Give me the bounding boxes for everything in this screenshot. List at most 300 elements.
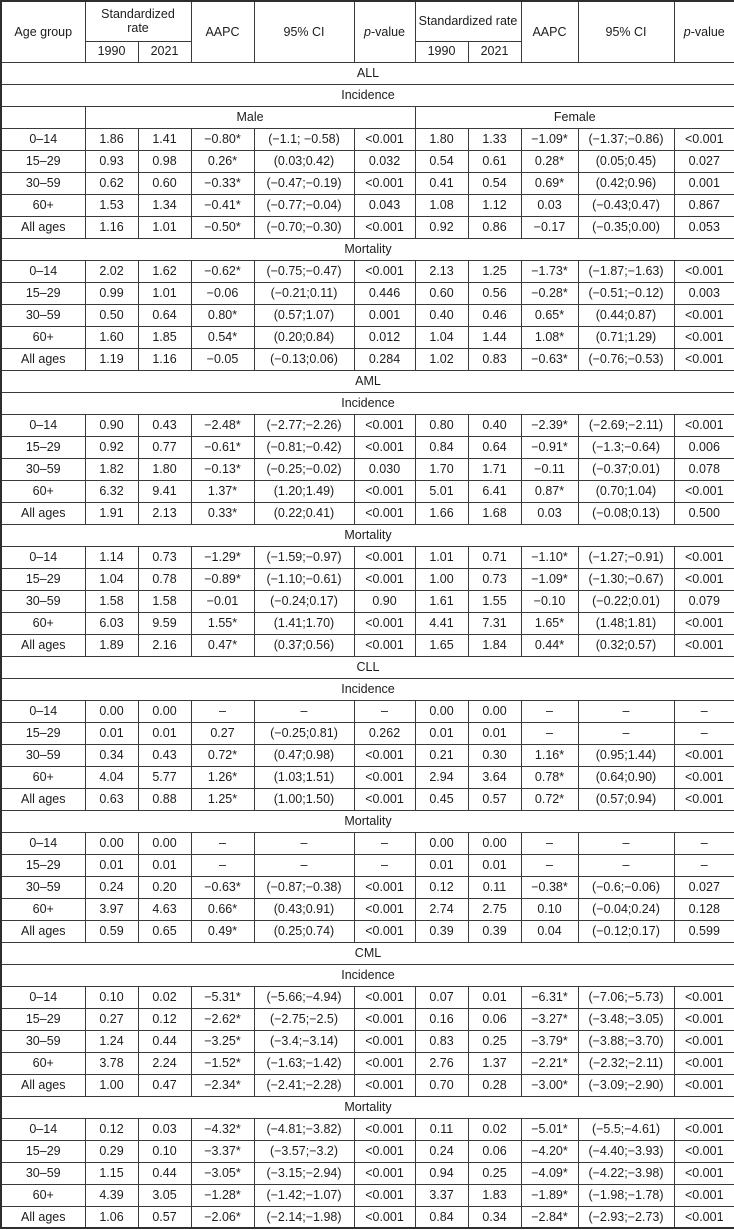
female-p-value-cell: 0.078: [674, 458, 734, 480]
female-rate-2021-cell: 1.84: [468, 634, 521, 656]
male-ci-cell: (−3.4;−3.14): [254, 1030, 354, 1052]
male-rate-2021-cell: 0.00: [138, 832, 191, 854]
female-rate-1990-cell: 0.84: [415, 1206, 468, 1228]
female-aapc-cell: −0.38*: [521, 876, 578, 898]
male-aapc-cell: −1.29*: [191, 546, 254, 568]
female-aapc-cell: −2.84*: [521, 1206, 578, 1228]
male-p-value-cell: 0.284: [354, 348, 415, 370]
male-p-value-cell: <0.001: [354, 986, 415, 1008]
male-rate-1990-cell: 0.62: [85, 172, 138, 194]
female-ci-cell: (−2.32;−2.11): [578, 1052, 674, 1074]
male-p-value-cell: <0.001: [354, 634, 415, 656]
male-rate-2021-cell: 0.77: [138, 436, 191, 458]
female-rate-2021-cell: 1.83: [468, 1184, 521, 1206]
male-rate-2021-cell: 0.98: [138, 150, 191, 172]
male-p-value-cell: 0.262: [354, 722, 415, 744]
age-group-header: Age group: [1, 1, 85, 62]
male-aapc-cell: −0.13*: [191, 458, 254, 480]
year-2021-header-male: 2021: [138, 41, 191, 62]
female-p-value-cell: 0.001: [674, 172, 734, 194]
female-p-value-cell: 0.027: [674, 150, 734, 172]
table-row: [1, 436, 734, 458]
male-rate-1990-cell: 1.86: [85, 128, 138, 150]
female-aapc-cell: –: [521, 854, 578, 876]
section-title-row: [1, 370, 734, 392]
female-ci-cell: (−0.51;−0.12): [578, 282, 674, 304]
incidence-label-row: [1, 84, 734, 106]
male-aapc-cell: −3.05*: [191, 1162, 254, 1184]
p-value-header-male: [354, 1, 415, 62]
male-p-value-cell: <0.001: [354, 1206, 415, 1228]
male-ci-cell: (1.41;1.70): [254, 612, 354, 634]
mortality-label-row: [1, 524, 734, 546]
section-title: CML: [1, 942, 734, 964]
age-cell: 15–29: [1, 854, 85, 876]
male-rate-1990-cell: 3.97: [85, 898, 138, 920]
male-aapc-cell: −0.50*: [191, 216, 254, 238]
age-cell: 15–29: [1, 1008, 85, 1030]
age-cell: 30–59: [1, 876, 85, 898]
table-row: [1, 282, 734, 304]
male-rate-1990-cell: 1.15: [85, 1162, 138, 1184]
male-aapc-cell: −0.63*: [191, 876, 254, 898]
female-rate-1990-cell: 0.07: [415, 986, 468, 1008]
female-ci-cell: (−1.87;−1.63): [578, 260, 674, 282]
female-ci-cell: (−0.12;0.17): [578, 920, 674, 942]
female-rate-2021-cell: 0.57: [468, 788, 521, 810]
section-title-row: [1, 656, 734, 678]
age-cell: 0–14: [1, 832, 85, 854]
male-ci-cell: (−0.47;−0.19): [254, 172, 354, 194]
section-title: ALL: [1, 62, 734, 84]
male-aapc-cell: −0.33*: [191, 172, 254, 194]
female-rate-2021-cell: 6.41: [468, 480, 521, 502]
male-ci-cell: –: [254, 854, 354, 876]
female-ci-cell: (0.42;0.96): [578, 172, 674, 194]
male-aapc-cell: –: [191, 854, 254, 876]
female-ci-cell: (−4.40;−3.93): [578, 1140, 674, 1162]
male-rate-2021-cell: 5.77: [138, 766, 191, 788]
female-p-value-cell: –: [674, 700, 734, 722]
female-p-value-cell: <0.001: [674, 1052, 734, 1074]
male-rate-2021-cell: 2.13: [138, 502, 191, 524]
male-aapc-cell: −2.06*: [191, 1206, 254, 1228]
male-aapc-cell: 1.25*: [191, 788, 254, 810]
male-p-value-cell: 0.043: [354, 194, 415, 216]
age-cell: 0–14: [1, 414, 85, 436]
male-ci-cell: (−0.24;0.17): [254, 590, 354, 612]
female-ci-cell: (−0.35;0.00): [578, 216, 674, 238]
male-rate-2021-cell: 0.44: [138, 1162, 191, 1184]
male-p-value-cell: <0.001: [354, 788, 415, 810]
female-rate-1990-cell: 1.01: [415, 546, 468, 568]
female-aapc-cell: −4.20*: [521, 1140, 578, 1162]
female-p-value-cell: <0.001: [674, 568, 734, 590]
male-ci-cell: (0.47;0.98): [254, 744, 354, 766]
male-rate-2021-cell: 1.01: [138, 216, 191, 238]
female-aapc-cell: −3.00*: [521, 1074, 578, 1096]
female-ci-cell: (−0.04;0.24): [578, 898, 674, 920]
table-body: [1, 62, 734, 1228]
female-rate-1990-cell: 0.39: [415, 920, 468, 942]
male-rate-1990-cell: 6.03: [85, 612, 138, 634]
male-rate-1990-cell: 0.00: [85, 700, 138, 722]
female-rate-2021-cell: 0.06: [468, 1140, 521, 1162]
male-rate-1990-cell: 1.58: [85, 590, 138, 612]
male-p-value-cell: <0.001: [354, 568, 415, 590]
age-cell: 60+: [1, 766, 85, 788]
male-rate-2021-cell: 0.01: [138, 854, 191, 876]
female-rate-1990-cell: 0.01: [415, 854, 468, 876]
mortality-label: Mortality: [1, 524, 734, 546]
male-ci-cell: (−0.25;0.81): [254, 722, 354, 744]
male-ci-cell: (−2.14;−1.98): [254, 1206, 354, 1228]
incidence-label: Incidence: [1, 392, 734, 414]
male-rate-1990-cell: 3.78: [85, 1052, 138, 1074]
table-row: [1, 722, 734, 744]
table-row: [1, 1162, 734, 1184]
table-row: [1, 612, 734, 634]
male-rate-1990-cell: 0.27: [85, 1008, 138, 1030]
female-ci-cell: (−3.48;−3.05): [578, 1008, 674, 1030]
female-aapc-cell: −1.09*: [521, 568, 578, 590]
male-p-value-cell: <0.001: [354, 920, 415, 942]
table-row: [1, 194, 734, 216]
female-rate-2021-cell: 1.71: [468, 458, 521, 480]
male-aapc-cell: 1.55*: [191, 612, 254, 634]
female-p-value-cell: 0.003: [674, 282, 734, 304]
table-row: [1, 260, 734, 282]
incidence-label: Incidence: [1, 84, 734, 106]
male-rate-1990-cell: 1.16: [85, 216, 138, 238]
female-aapc-cell: −1.89*: [521, 1184, 578, 1206]
male-rate-1990-cell: 0.59: [85, 920, 138, 942]
male-aapc-cell: −0.62*: [191, 260, 254, 282]
male-aapc-cell: −0.06: [191, 282, 254, 304]
male-rate-2021-cell: 1.58: [138, 590, 191, 612]
male-aapc-cell: –: [191, 832, 254, 854]
female-header: Female: [415, 106, 734, 128]
male-aapc-cell: −2.34*: [191, 1074, 254, 1096]
male-rate-2021-cell: 0.78: [138, 568, 191, 590]
female-rate-1990-cell: 1.02: [415, 348, 468, 370]
female-ci-cell: (−2.69;−2.11): [578, 414, 674, 436]
female-ci-cell: (0.70;1.04): [578, 480, 674, 502]
male-rate-2021-cell: 9.59: [138, 612, 191, 634]
male-aapc-cell: 0.72*: [191, 744, 254, 766]
male-ci-cell: (−0.70;−0.30): [254, 216, 354, 238]
female-rate-1990-cell: 0.01: [415, 722, 468, 744]
male-ci-cell: (−3.15;−2.94): [254, 1162, 354, 1184]
age-cell: 60+: [1, 612, 85, 634]
male-p-value-cell: <0.001: [354, 502, 415, 524]
male-rate-2021-cell: 2.24: [138, 1052, 191, 1074]
age-cell: All ages: [1, 1206, 85, 1228]
female-rate-1990-cell: 2.76: [415, 1052, 468, 1074]
female-rate-1990-cell: 0.11: [415, 1118, 468, 1140]
male-p-value-cell: –: [354, 700, 415, 722]
table-row: [1, 414, 734, 436]
male-rate-1990-cell: 0.93: [85, 150, 138, 172]
female-ci-cell: (0.95;1.44): [578, 744, 674, 766]
table-row: [1, 568, 734, 590]
female-ci-cell: (−7.06;−5.73): [578, 986, 674, 1008]
female-p-value-cell: <0.001: [674, 744, 734, 766]
female-rate-1990-cell: 1.08: [415, 194, 468, 216]
female-ci-cell: (−4.22;−3.98): [578, 1162, 674, 1184]
ci-header-male: 95% CI: [254, 1, 354, 62]
ci-header-female: 95% CI: [578, 1, 674, 62]
female-p-value-cell: 0.006: [674, 436, 734, 458]
male-p-value-cell: <0.001: [354, 260, 415, 282]
female-rate-2021-cell: 1.33: [468, 128, 521, 150]
male-rate-1990-cell: 1.04: [85, 568, 138, 590]
female-p-value-cell: 0.867: [674, 194, 734, 216]
female-aapc-cell: −4.09*: [521, 1162, 578, 1184]
male-rate-1990-cell: 0.29: [85, 1140, 138, 1162]
table-row: [1, 480, 734, 502]
male-aapc-cell: −0.05: [191, 348, 254, 370]
table-row: [1, 832, 734, 854]
male-aapc-cell: 0.33*: [191, 502, 254, 524]
male-ci-cell: –: [254, 832, 354, 854]
age-cell: 0–14: [1, 128, 85, 150]
female-aapc-cell: −0.17: [521, 216, 578, 238]
female-aapc-cell: −0.63*: [521, 348, 578, 370]
p-rest: -value: [690, 24, 725, 39]
male-rate-2021-cell: 1.85: [138, 326, 191, 348]
male-ci-cell: (−3.57;−3.2): [254, 1140, 354, 1162]
male-rate-1990-cell: 1.19: [85, 348, 138, 370]
year-1990-header-female: 1990: [415, 41, 468, 62]
male-p-value-cell: 0.446: [354, 282, 415, 304]
male-rate-1990-cell: 0.90: [85, 414, 138, 436]
female-rate-2021-cell: 0.01: [468, 722, 521, 744]
age-cell: 15–29: [1, 150, 85, 172]
female-ci-cell: (0.57;0.94): [578, 788, 674, 810]
female-aapc-cell: −0.91*: [521, 436, 578, 458]
male-aapc-cell: −1.52*: [191, 1052, 254, 1074]
male-aapc-cell: −3.25*: [191, 1030, 254, 1052]
male-ci-cell: (−4.81;−3.82): [254, 1118, 354, 1140]
male-rate-2021-cell: 0.64: [138, 304, 191, 326]
female-rate-2021-cell: 0.39: [468, 920, 521, 942]
table-row: [1, 788, 734, 810]
male-ci-cell: (0.43;0.91): [254, 898, 354, 920]
table-row: [1, 920, 734, 942]
male-rate-1990-cell: 1.53: [85, 194, 138, 216]
p-italic: p: [364, 24, 371, 39]
male-ci-cell: (0.57;1.07): [254, 304, 354, 326]
male-rate-2021-cell: 0.43: [138, 414, 191, 436]
female-p-value-cell: 0.027: [674, 876, 734, 898]
female-rate-1990-cell: 0.00: [415, 700, 468, 722]
female-aapc-cell: −3.79*: [521, 1030, 578, 1052]
female-rate-1990-cell: 2.94: [415, 766, 468, 788]
age-cell: 15–29: [1, 436, 85, 458]
female-rate-2021-cell: 1.68: [468, 502, 521, 524]
male-rate-1990-cell: 1.00: [85, 1074, 138, 1096]
male-aapc-cell: −2.62*: [191, 1008, 254, 1030]
mortality-label: Mortality: [1, 1096, 734, 1118]
female-ci-cell: (1.48;1.81): [578, 612, 674, 634]
female-rate-1990-cell: 1.66: [415, 502, 468, 524]
sex-spacer-cell: [1, 106, 85, 128]
female-rate-2021-cell: 1.55: [468, 590, 521, 612]
table-row: [1, 1030, 734, 1052]
male-ci-cell: (−2.75;−2.5): [254, 1008, 354, 1030]
male-rate-2021-cell: 4.63: [138, 898, 191, 920]
age-cell: 60+: [1, 326, 85, 348]
table-row: [1, 216, 734, 238]
female-rate-2021-cell: 3.64: [468, 766, 521, 788]
age-cell: All ages: [1, 1074, 85, 1096]
table-row: [1, 590, 734, 612]
male-aapc-cell: −2.48*: [191, 414, 254, 436]
female-p-value-cell: <0.001: [674, 612, 734, 634]
male-ci-cell: (1.00;1.50): [254, 788, 354, 810]
male-rate-2021-cell: 0.01: [138, 722, 191, 744]
age-cell: 60+: [1, 194, 85, 216]
female-p-value-cell: <0.001: [674, 480, 734, 502]
female-ci-cell: (−1.3;−0.64): [578, 436, 674, 458]
female-rate-1990-cell: 1.65: [415, 634, 468, 656]
female-aapc-cell: 1.16*: [521, 744, 578, 766]
female-rate-1990-cell: 0.00: [415, 832, 468, 854]
female-p-value-cell: <0.001: [674, 1184, 734, 1206]
male-rate-1990-cell: 0.92: [85, 436, 138, 458]
age-cell: 30–59: [1, 304, 85, 326]
female-rate-2021-cell: 0.00: [468, 832, 521, 854]
age-cell: 0–14: [1, 260, 85, 282]
male-ci-cell: (0.25;0.74): [254, 920, 354, 942]
male-p-value-cell: <0.001: [354, 1074, 415, 1096]
mortality-label: Mortality: [1, 810, 734, 832]
male-aapc-cell: −0.01: [191, 590, 254, 612]
male-rate-1990-cell: 6.32: [85, 480, 138, 502]
male-p-value-cell: 0.012: [354, 326, 415, 348]
female-rate-2021-cell: 0.00: [468, 700, 521, 722]
female-aapc-cell: 0.03: [521, 502, 578, 524]
male-rate-2021-cell: 0.20: [138, 876, 191, 898]
male-rate-2021-cell: 0.88: [138, 788, 191, 810]
female-aapc-cell: 0.04: [521, 920, 578, 942]
male-rate-2021-cell: 0.65: [138, 920, 191, 942]
female-rate-1990-cell: 0.83: [415, 1030, 468, 1052]
table-row: [1, 458, 734, 480]
male-rate-1990-cell: 0.01: [85, 722, 138, 744]
female-ci-cell: (−0.37;0.01): [578, 458, 674, 480]
female-p-value-cell: <0.001: [674, 1008, 734, 1030]
male-p-value-cell: <0.001: [354, 480, 415, 502]
female-ci-cell: (−1.98;−1.78): [578, 1184, 674, 1206]
female-rate-2021-cell: 1.37: [468, 1052, 521, 1074]
table-row: [1, 348, 734, 370]
age-cell: All ages: [1, 634, 85, 656]
female-p-value-cell: <0.001: [674, 260, 734, 282]
male-aapc-cell: 0.49*: [191, 920, 254, 942]
male-ci-cell: (−2.77;−2.26): [254, 414, 354, 436]
male-ci-cell: (−0.81;−0.42): [254, 436, 354, 458]
male-rate-1990-cell: 0.01: [85, 854, 138, 876]
male-rate-2021-cell: 0.73: [138, 546, 191, 568]
female-p-value-cell: <0.001: [674, 1030, 734, 1052]
age-cell: 0–14: [1, 546, 85, 568]
age-cell: All ages: [1, 216, 85, 238]
male-rate-2021-cell: 0.03: [138, 1118, 191, 1140]
male-rate-2021-cell: 0.60: [138, 172, 191, 194]
female-ci-cell: –: [578, 722, 674, 744]
male-rate-2021-cell: 0.02: [138, 986, 191, 1008]
female-aapc-cell: 0.87*: [521, 480, 578, 502]
female-rate-2021-cell: 0.01: [468, 854, 521, 876]
female-ci-cell: (−5.5;−4.61): [578, 1118, 674, 1140]
table-row: [1, 1052, 734, 1074]
male-ci-cell: (0.37;0.56): [254, 634, 354, 656]
male-rate-2021-cell: 1.62: [138, 260, 191, 282]
female-p-value-cell: 0.053: [674, 216, 734, 238]
female-rate-1990-cell: 1.04: [415, 326, 468, 348]
male-p-value-cell: <0.001: [354, 1008, 415, 1030]
male-p-value-cell: <0.001: [354, 876, 415, 898]
male-p-value-cell: <0.001: [354, 898, 415, 920]
table-row: [1, 1118, 734, 1140]
section-title: CLL: [1, 656, 734, 678]
female-ci-cell: (−1.27;−0.91): [578, 546, 674, 568]
female-rate-1990-cell: 4.41: [415, 612, 468, 634]
female-p-value-cell: <0.001: [674, 1162, 734, 1184]
male-rate-2021-cell: 0.00: [138, 700, 191, 722]
age-cell: 60+: [1, 898, 85, 920]
female-rate-2021-cell: 2.75: [468, 898, 521, 920]
table-row: [1, 326, 734, 348]
table-row: [1, 304, 734, 326]
female-ci-cell: –: [578, 854, 674, 876]
p-rest: -value: [370, 24, 405, 39]
male-aapc-cell: −1.28*: [191, 1184, 254, 1206]
male-ci-cell: (−1.63;−1.42): [254, 1052, 354, 1074]
female-p-value-cell: <0.001: [674, 766, 734, 788]
female-aapc-cell: 0.65*: [521, 304, 578, 326]
female-aapc-cell: 0.10: [521, 898, 578, 920]
female-aapc-cell: −0.10: [521, 590, 578, 612]
female-p-value-cell: <0.001: [674, 1140, 734, 1162]
incidence-label-row: [1, 392, 734, 414]
female-aapc-cell: −0.28*: [521, 282, 578, 304]
age-cell: 15–29: [1, 282, 85, 304]
male-rate-1990-cell: 4.04: [85, 766, 138, 788]
female-p-value-cell: <0.001: [674, 414, 734, 436]
table-row: [1, 854, 734, 876]
female-aapc-cell: –: [521, 722, 578, 744]
female-rate-2021-cell: 0.40: [468, 414, 521, 436]
female-aapc-cell: −2.21*: [521, 1052, 578, 1074]
male-p-value-cell: <0.001: [354, 1030, 415, 1052]
age-cell: 30–59: [1, 1030, 85, 1052]
aapc-header-male: AAPC: [191, 1, 254, 62]
male-rate-1990-cell: 1.89: [85, 634, 138, 656]
female-rate-1990-cell: 0.16: [415, 1008, 468, 1030]
female-p-value-cell: <0.001: [674, 1074, 734, 1096]
female-ci-cell: –: [578, 832, 674, 854]
table-row: [1, 1184, 734, 1206]
female-rate-2021-cell: 1.44: [468, 326, 521, 348]
male-p-value-cell: <0.001: [354, 436, 415, 458]
female-rate-1990-cell: 0.92: [415, 216, 468, 238]
male-p-value-cell: –: [354, 854, 415, 876]
male-ci-cell: (0.20;0.84): [254, 326, 354, 348]
male-ci-cell: (−0.75;−0.47): [254, 260, 354, 282]
